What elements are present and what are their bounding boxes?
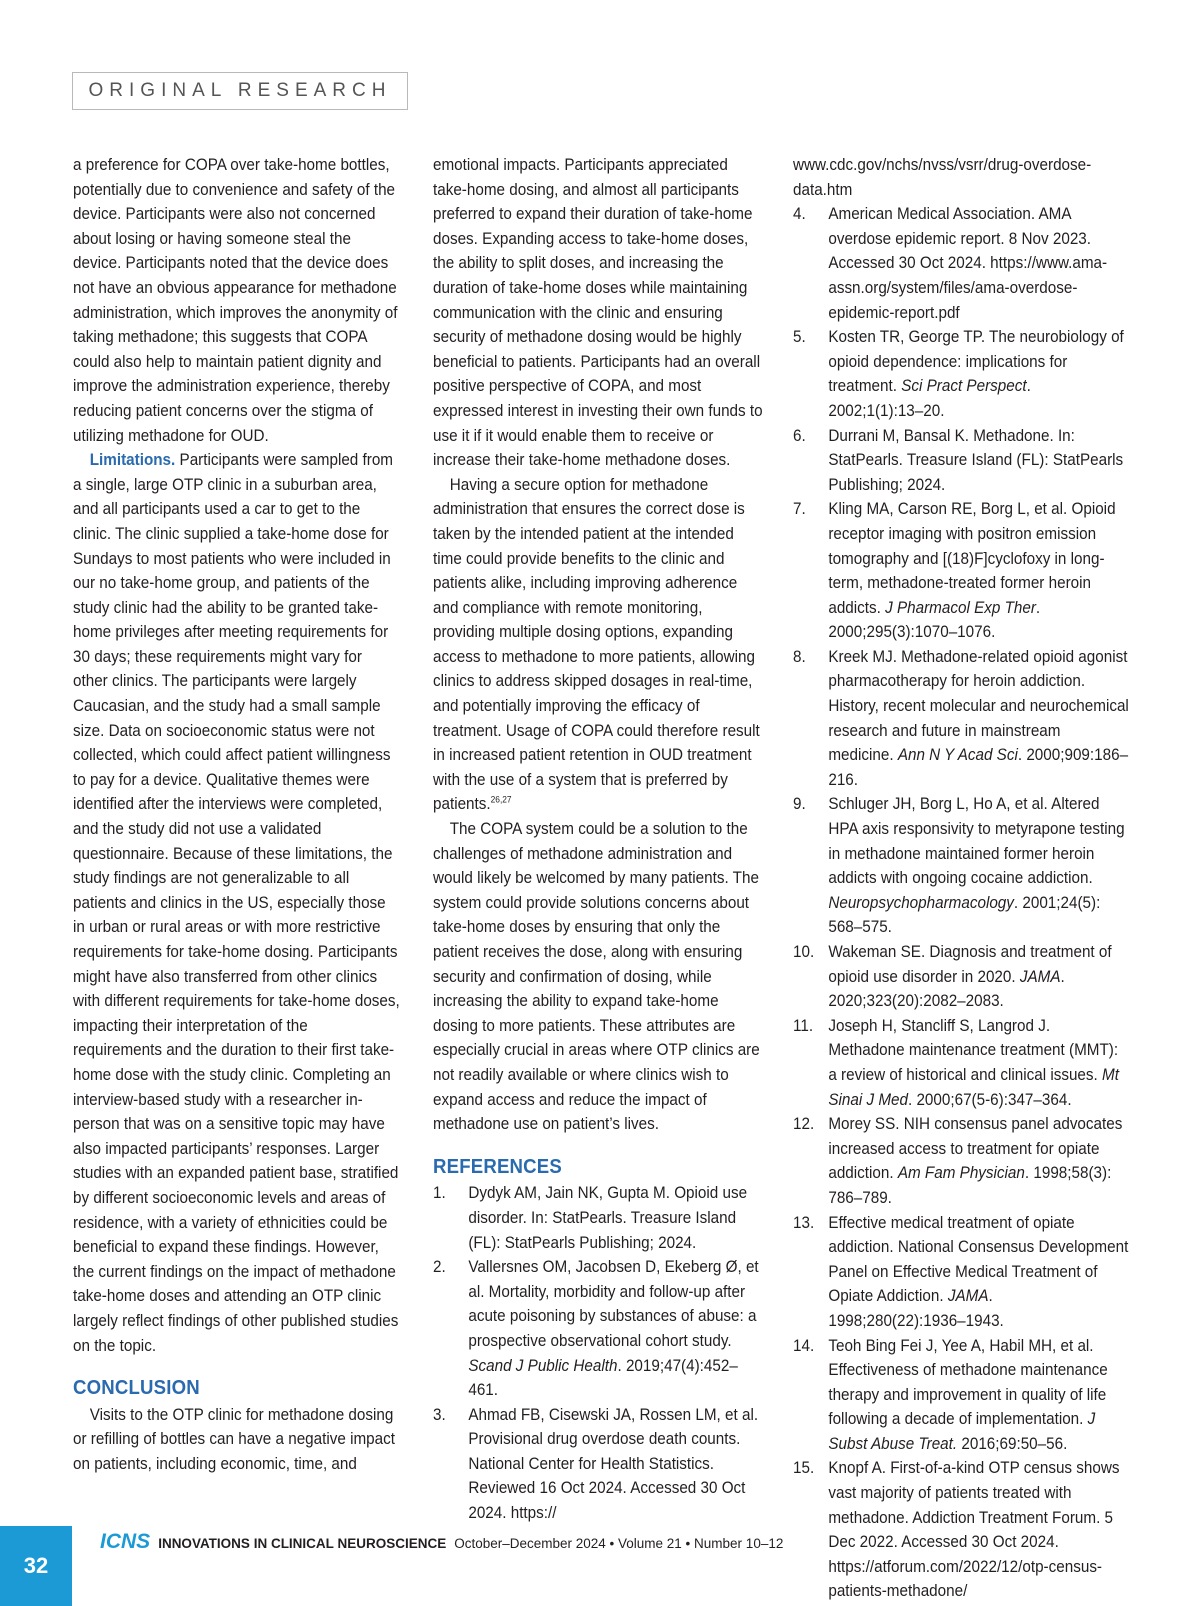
reference-number: 12. <box>793 1115 815 1134</box>
reference-citation: . 1998;280(22):1936–1943. <box>828 1287 1004 1330</box>
reference-journal: Sci Pract Perspect <box>901 377 1027 396</box>
reference-item <box>793 1211 1130 1334</box>
reference-number: 8. <box>793 647 806 666</box>
journal-logo: ICNS <box>100 1530 151 1553</box>
paragraph: The COPA system could be a solution to the challenges of methadone administration and would likely be welcomed by many patients. The system could provide solutions concerns about take-home doses by ensuring that only the patient receives the dose, along with ensuring security and confirmation of dosing, while increasing the ability to expand take-home dosing to more patients. These attributes are especially crucial in areas where OTP clinics are not readily available or where clinics wish to expand access and reduce the impact of methadone use on patient’s lives. <box>433 820 760 1134</box>
reference-citation: . 2001;24(5): 568–575. <box>828 893 1101 937</box>
reference-body: Effective medical treatment of opiate addiction. National Consensus Development Panel on Effective Medical Treatment of Opiate Addiction. <box>828 1213 1129 1306</box>
reference-journal: Mt Sinai J Med <box>828 1065 1119 1109</box>
reference-body: Vallersnes OM, Jacobsen D, Ekeberg Ø, et al. Mortality, morbidity and follow-up after acute poisoning by substances of abuse: a prospective observational cohort study. <box>468 1258 759 1350</box>
reference-number: 10. <box>793 943 815 961</box>
reference-journal: Neuropsychopharmacology <box>828 893 1014 912</box>
reference-text <box>828 1014 1129 1112</box>
reference-item <box>793 1014 1130 1112</box>
reference-journal: JAMA <box>1019 967 1061 986</box>
paragraph-text: Having a secure option for methadone administration that ensures the correct dose is taken by the intended patient at the intended time could provide benefits to the clinic and patients alike, including improving adherence and compliance with remote monitoring, providing multiple dosing options, expanding access to methadone to more patients, allowing clinics to address skipped dosages in real-time, and potentially improving the efficacy of treatment. Usage of COPA could therefore result in increased patient retention in OUD treatment with the use of a system that is preferred by patients. <box>433 475 760 814</box>
reference-text <box>828 792 1129 940</box>
reference-citation: . 2020;323(20):2082–2083. <box>828 967 1065 1011</box>
reference-journal: J Subst Abuse Treat. <box>828 1410 1096 1453</box>
reference-text <box>468 1255 764 1403</box>
paragraph: emotional impacts. Participants appreciated take-home dosing, and almost all participants preferred to expand their duration of take-home doses. Expanding access to take-home doses, the ability to split doses, and increasing the duration of take-home doses while maintaining communication with the clinic and ensuring security of methadone dosing would be highly beneficial to patients. Participants had an overall positive perspective of COPA, and most expressed interest in investing their own funds to use it if it would enable them to receive or increase their take-home methadone doses. <box>433 156 763 470</box>
reference-text <box>828 1211 1129 1334</box>
column-1 <box>73 153 400 1476</box>
reference-text <box>828 424 1129 498</box>
reference-body: Morey SS. NIH consensus panel advocates increased access to treatment for opiate addiction. <box>828 1115 1123 1183</box>
reference-text <box>468 1181 764 1255</box>
reference-number: 4. <box>793 205 806 224</box>
reference-item <box>433 1255 764 1403</box>
reference-number: 11. <box>793 1016 814 1035</box>
column-3 <box>793 153 1130 1604</box>
footer <box>100 1530 783 1556</box>
reference-text <box>828 1456 1129 1604</box>
reference-number: 9. <box>793 795 806 814</box>
reference-number: 7. <box>793 500 806 519</box>
reference-citation: . 1998;58(3): 786–789. <box>828 1164 1112 1207</box>
reference-body: Knopf A. First-of-a-kind OTP census shows vast majority of patients treated with methadone. Addiction Treatment Forum. 5 Dec 2022. Accessed 30 Oct 2024. https://atforum.com/2022/12/otp-census-patients-methadone/ <box>828 1459 1120 1601</box>
reference-citation: . 2002;1(1):13–20. <box>828 377 1031 420</box>
paragraph <box>433 473 764 817</box>
reference-journal: JAMA <box>947 1287 989 1306</box>
reference-body: Durrani M, Bansal K. Methadone. In: StatPearls. Treasure Island (FL): StatPearls Publishing; 2024. <box>828 426 1124 494</box>
reference-text <box>828 325 1129 423</box>
reference-number: 3. <box>433 1405 446 1424</box>
reference-journal: Scand J Public Health <box>468 1356 618 1375</box>
conclusion-heading: CONCLUSION <box>73 1377 200 1400</box>
reference-body: Wakeman SE. Diagnosis and treatment of opioid use disorder in 2020. <box>828 943 1112 986</box>
reference-number: 13. <box>793 1213 815 1232</box>
section-label: ORIGINAL RESEARCH <box>72 72 408 110</box>
reference-list <box>433 1181 764 1525</box>
issue-info: October–December 2024 • Volume 21 • Number 10–12 <box>454 1536 784 1551</box>
references-heading: REFERENCES <box>433 1155 562 1178</box>
reference-number: 2. <box>433 1258 446 1277</box>
reference-text <box>828 497 1129 645</box>
reference-list <box>793 202 1130 1604</box>
reference-item <box>793 792 1130 940</box>
reference-item <box>433 1181 764 1255</box>
reference-item <box>433 1403 764 1526</box>
paragraph: a preference for COPA over take-home bottles, potentially due to convenience and safety of the device. Participants were also not concerned about losing or having someone steal the device. Participants noted that the device does not have an obvious appearance for methadone administration, which improves the anonymity of taking methadone; this suggests that COPA could also help to maintain patient dignity and improve the administration experience, thereby reducing patient concerns over the stigma of utilizing methadone for OUD. <box>73 156 398 445</box>
reference-number: 15. <box>793 1459 815 1478</box>
reference-citation: . 2000;295(3):1070–1076. <box>828 598 1041 642</box>
reference-body: Joseph H, Stancliff S, Langrod J. Methadone maintenance treatment (MMT): a review of historical and clinical issues. <box>828 1016 1119 1084</box>
reference-text <box>828 202 1129 325</box>
reference-number: 5. <box>793 328 806 347</box>
reference-body: Kling MA, Carson RE, Borg L, et al. Opioid receptor imaging with positron emission tomography and [(18)F]cyclofoxy in long-term, methadone-treated former heroin addicts. <box>828 500 1116 617</box>
reference-body: Teoh Bing Fei J, Yee A, Habil MH, et al. Effectiveness of methadone maintenance therapy and improvement in quality of life following a decade of implementation. <box>828 1336 1108 1429</box>
reference-item <box>793 424 1130 498</box>
limitations-paragraph <box>73 448 400 1358</box>
reference-citation: 2016;69:50–56. <box>957 1434 1068 1453</box>
reference-text <box>828 1112 1129 1210</box>
reference-item <box>793 325 1130 423</box>
reference-item <box>793 1334 1130 1457</box>
reference-body: American Medical Association. AMA overdose epidemic report. 8 Nov 2023. Accessed 30 Oct 2024. https://www.ama-assn.org/system/files/ama-overdose-epidemic-report.pdf <box>828 205 1108 322</box>
reference-citation: . 2000;909:186–216. <box>828 746 1129 789</box>
reference-body: Ahmad FB, Cisewski JA, Rossen LM, et al. Provisional drug overdose death counts. National Center for Health Statistics. Reviewed 16 Oct 2024. Accessed 30 Oct 2024. https:// <box>468 1405 759 1523</box>
citation-superscript: 26,27 <box>490 794 512 805</box>
reference-number: 1. <box>433 1184 446 1203</box>
limitations-lead: Limitations. <box>89 451 176 470</box>
reference-citation: . 2019;47(4):452–461. <box>468 1356 738 1400</box>
conclusion-paragraph: Visits to the OTP clinic for methadone dosing or refilling of bottles can have a negative impact on patients, including economic, time, and <box>73 1405 395 1473</box>
reference-item <box>793 645 1130 793</box>
reference-citation: . 2000;67(5-6):347–364. <box>907 1090 1072 1109</box>
reference-item <box>793 202 1130 325</box>
reference-journal: Am Fam Physician <box>897 1164 1025 1183</box>
reference-journal: J Pharmacol Exp Ther <box>885 598 1036 617</box>
reference-text <box>828 1334 1129 1457</box>
reference-body: Kreek MJ. Methadone-related opioid agonist pharmacotherapy for heroin addiction. History, recent molecular and neurochemical research and future in mainstream medicine. <box>828 647 1129 765</box>
reference-text <box>468 1403 764 1526</box>
reference-item <box>793 1112 1130 1210</box>
reference-text <box>828 645 1129 793</box>
reference-body: Kosten TR, George TP. The neurobiology of opioid dependence: implications for treatment. <box>828 328 1124 396</box>
reference-number: 6. <box>793 426 806 445</box>
reference-item <box>793 1456 1130 1604</box>
reference-item <box>793 940 1130 1014</box>
reference-body: Dydyk AM, Jain NK, Gupta M. Opioid use disorder. In: StatPearls. Treasure Island (FL): StatPearls Publishing; 2024. <box>468 1184 748 1252</box>
reference-journal: Ann N Y Acad Sci <box>897 746 1018 765</box>
reference-continuation: www.cdc.gov/nchs/nvss/vsrr/drug-overdose-data.htm <box>793 156 1092 199</box>
journal-name: INNOVATIONS IN CLINICAL NEUROSCIENCE <box>158 1536 447 1551</box>
page-number: 32 <box>0 1526 72 1606</box>
reference-text <box>828 940 1129 1014</box>
column-2 <box>433 153 764 1526</box>
limitations-text: Participants were sampled from a single, large OTP clinic in a suburban area, and all participants used a car to get to the clinic. The clinic supplied a take-home dose for Sundays to most patients who were included in our no take-home group, and patients of the study clinic had the ability to be granted take-home privileges after meeting requirements for 30 days; these requirements might vary for other clinics. The participants were largely Caucasian, and the study had a small sample size. Data on socioeconomic status were not collected, which could affect patient willingness to pay for a device. Qualitative themes were identified after the interviews were completed, and the study did not use a validated questionnaire. Because of these limitations, the study findings are not generalizable to all patients and clinics in the US, especially those in urban or rural areas or with more restrictive requirements for take-home dosing. Participants might have also transferred from other clinics with different requirements for take-home doses, impacting their interpretation of the requirements and the duration to their first take-home dose with the study clinic. Completing an interview-based study with a researcher in-person that was on a sensitive topic may have also impacted participants’ responses. Larger studies with an expanded patient base, stratified by different socioeconomic levels and areas of residence, with a variety of ethnicities could be beneficial to expand these findings. However, the current findings on the impact of methadone take-home doses and attending an OTP clinic largely reflect findings of other published studies on the topic. <box>73 451 400 1355</box>
reference-number: 14. <box>793 1336 815 1355</box>
reference-body: Schluger JH, Borg L, Ho A, et al. Altered HPA axis responsivity to metyrapone testing in methadone maintained former heroin addicts with ongoing cocaine addiction. <box>828 795 1125 888</box>
reference-item <box>793 497 1130 645</box>
